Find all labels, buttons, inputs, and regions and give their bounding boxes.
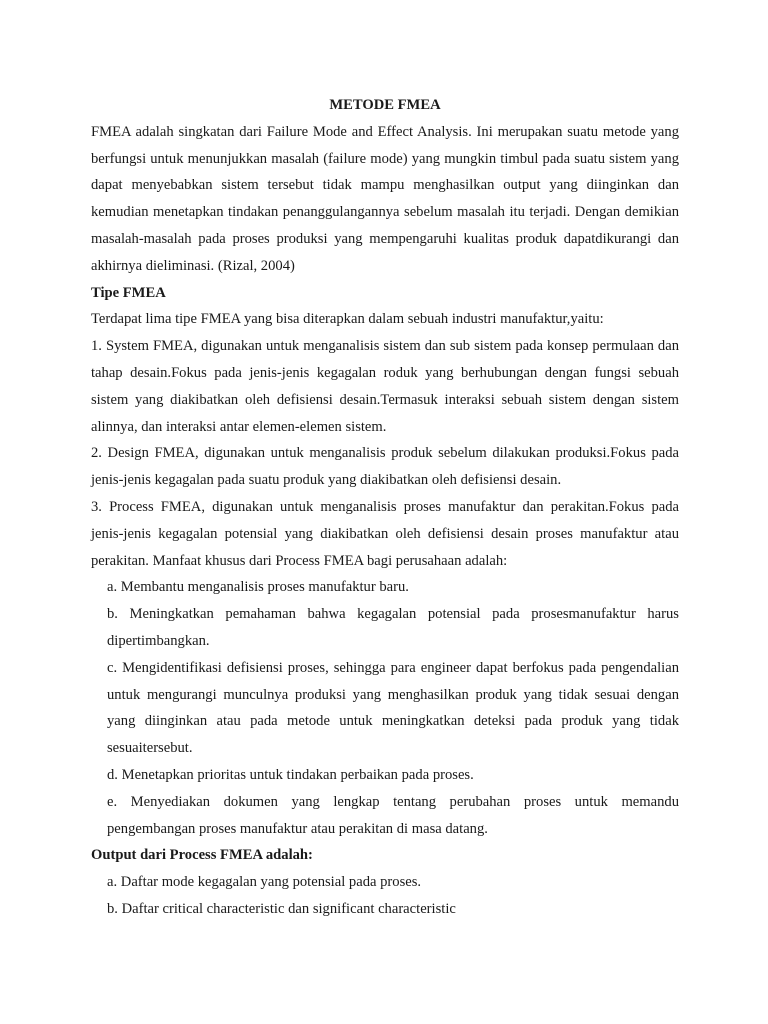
sublist-item-c: c. Mengidentifikasi defisiensi proses, sehingga para engineer dapat berfokus pada pengendalian untuk mengurangi munculnya produksi yang menghasilkan produk yang tidak sesuai dengan yang diinginkan atau pada metode untuk meningkatkan deteksi pada produk yang tidak sesuaitersebut. <box>107 659 679 757</box>
output-item-b: b. Daftar critical characteristic dan significant characteristic <box>107 900 456 917</box>
sublist-item-a: a. Membantu menganalisis proses manufaktur baru. <box>107 579 409 596</box>
output-item-a: a. Daftar mode kegagalan yang potensial pada proses. <box>107 874 422 891</box>
list-item-process-fmea: 3. Process FMEA, digunakan untuk menganalisis proses manufaktur dan perakitan.Fokus pada jenis-jenis kegagalan potensial yang diakibatkan oleh defisiensi desain proses manufaktur atau perakitan. Manfaat khusus dari Process FMEA bagi perusahaan adalah: <box>91 498 679 569</box>
document-title: METODE FMEA <box>329 97 441 113</box>
intro-paragraph: FMEA adalah singkatan dari Failure Mode and Effect Analysis. Ini merupakan suatu metode yang berfungsi untuk menunjukkan masalah (failure mode) yang mungkin timbul pada suatu sistem yang dapat menyebabkan sistem tersebut tidak mampu menghasilkan output yang diinginkan dan kemudian menetapkan tindakan penanggulangannya sebelum masalah itu terjadi. Dengan demikian masalah-masalah pada proses produksi yang mempengaruhi kualitas produk dapatdikurangi dan akhirnya dieliminasi. (Rizal, 2004) <box>91 123 679 274</box>
sublist-item-b: b. Meningkatkan pemahaman bahwa kegagalan potensial pada prosesmanufaktur harus dipertimbangkan. <box>107 606 679 649</box>
list-item-design-fmea: 2. Design FMEA, digunakan untuk menganalisis produk sebelum dilakukan produksi.Fokus pada jenis-jenis kegagalan pada suatu produk yang diakibatkan oleh defisiensi desain. <box>91 445 679 489</box>
section-lead-paragraph: Terdapat lima tipe FMEA yang bisa diterapkan dalam sebuah industri manufaktur,yaitu: <box>91 311 604 328</box>
section-heading-tipe-fmea: Tipe FMEA <box>91 284 166 301</box>
document-page <box>91 92 679 923</box>
sublist-item-d: d. Menetapkan prioritas untuk tindakan perbaikan pada proses. <box>107 766 474 783</box>
list-item-system-fmea: 1. System FMEA, digunakan untuk menganalisis sistem dan sub sistem pada konsep permulaan dan tahap desain.Fokus pada jenis-jenis kegagalan roduk yang berhubungan dengan fungsi sebuah sistem yang diakibatkan oleh defisiensi desain.Termasuk interaksi sebuah sistem dengan sistem alinnya, dan interaksi antar elemen-elemen sistem. <box>91 338 679 435</box>
section-heading-output: Output dari Process FMEA adalah: <box>91 847 313 864</box>
sublist-item-e: e. Menyediakan dokumen yang lengkap tentang perubahan proses untuk memandu pengembangan proses manufaktur atau perakitan di masa datang. <box>107 793 679 837</box>
